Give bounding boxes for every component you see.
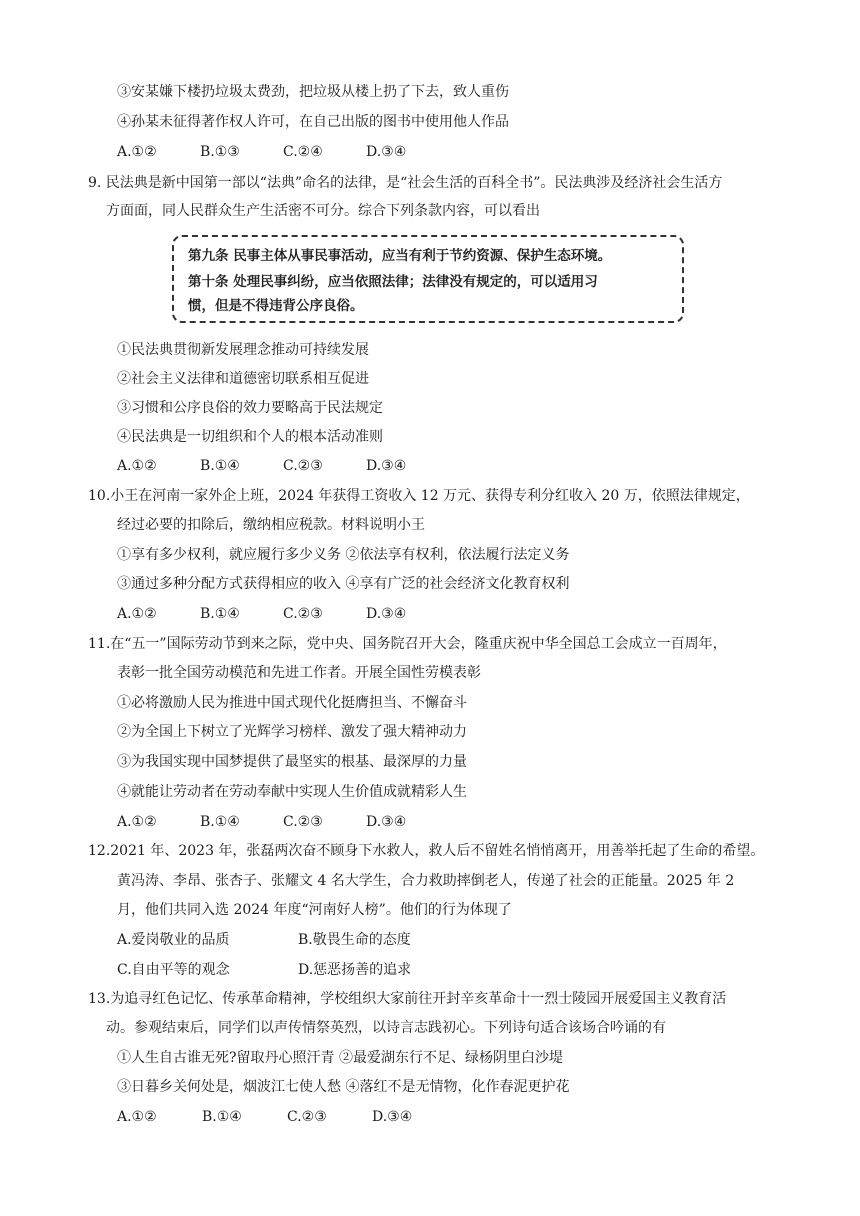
q11-option-2: ②为全国上下树立了光辉学习榜样、激发了强大精神动力 (117, 724, 467, 740)
q9-option-4: ④民法典是一切组织和个人的根本活动准则 (117, 429, 383, 445)
choice-d[interactable]: D.③④ (366, 144, 407, 160)
q10-choice-b[interactable]: B.①④ (200, 606, 240, 622)
q13-choice-a[interactable]: A.①② (117, 1109, 157, 1125)
q10-choice-a[interactable]: A.①② (117, 606, 157, 622)
q11-option-1: ①必将激励人民为推进中国式现代化挺膺担当、不懈奋斗 (117, 695, 467, 711)
q9-choice-d[interactable]: D.③④ (366, 458, 407, 474)
q10-options-3-4: ③通过多种分配方式获得相应的收入 ④享有广泛的社会经济文化教育权利 (117, 576, 570, 592)
choice-a[interactable]: A.①② (117, 144, 157, 160)
question-9-stem-line2: 方面面，同人民群众生产生活密不可分。综合下列条款内容，可以看出 (106, 203, 540, 219)
q13-choice-d[interactable]: D.③④ (372, 1109, 413, 1125)
q9-option-3: ③习惯和公序良俗的效力要略高于民法规定 (117, 400, 383, 416)
article-9-text: 第九条 民事主体从事民事活动，应当有利于节约资源、保护生态环境。 (188, 248, 612, 264)
q12-choice-d[interactable]: D.惩恶扬善的追求 (298, 962, 412, 978)
question-13-stem-line2: 动。参观结束后，同学们以声传情祭英烈，以诗言志践初心。下列诗句适合该场合吟诵的有 (106, 1020, 666, 1036)
q11-choice-c[interactable]: C.②③ (283, 814, 323, 830)
choice-c[interactable]: C.②④ (283, 144, 323, 160)
q9-option-1: ①民法典贯彻新发展理念推动可持续发展 (117, 342, 369, 358)
q11-choice-d[interactable]: D.③④ (366, 814, 407, 830)
q13-choice-c[interactable]: C.②③ (287, 1109, 327, 1125)
q9-option-2: ②社会主义法律和道德密切联系相互促进 (117, 371, 369, 387)
question-12-stem-line1: 12.2021 年、2023 年，张磊两次奋不顾身下水救人，救人后不留姓名悄悄离开，用善举托起了生命的希望。 (88, 843, 765, 859)
q12-choice-b[interactable]: B.敬畏生命的态度 (298, 932, 411, 948)
question-13-stem-line1: 13.为追寻红色记忆、传承革命精神，学校组织大家前往开封辛亥革命十一烈士陵园开展爱国主义教育活 (88, 991, 727, 1007)
q11-option-4: ④就能让劳动者在劳动奉献中实现人生价值成就精彩人生 (117, 784, 467, 800)
q13-options-1-2: ①人生自古谁无死?留取丹心照汗青 ②最爱湖东行不足、绿杨阴里白沙堤 (117, 1050, 563, 1066)
law-article-box (172, 235, 684, 323)
q11-choice-a[interactable]: A.①② (117, 814, 157, 830)
question-12-stem-line3: 月，他们共同入选 2024 年度“河南好人榜”。他们的行为体现了 (117, 902, 512, 918)
article-10-text-cont: 惯，但是不得违背公序良俗。 (188, 298, 364, 314)
q10-choice-d[interactable]: D.③④ (366, 606, 407, 622)
option-3: ③安某嫌下楼扔垃圾太费劲，把垃圾从楼上扔了下去，致人重伤 (117, 84, 509, 100)
q9-choice-a[interactable]: A.①② (117, 458, 157, 474)
option-4: ④孙某未征得著作权人许可，在自己出版的图书中使用他人作品 (117, 114, 509, 130)
q11-option-3: ③为我国实现中国梦提供了最坚实的根基、最深厚的力量 (117, 754, 467, 770)
q9-choice-c[interactable]: C.②③ (283, 458, 323, 474)
question-9-stem-line1: 9. 民法典是新中国第一部以“法典”命名的法律，是“社会生活的百科全书”。民法典涉及经济社会生活方 (88, 175, 723, 191)
question-12-stem-line2: 黄冯涛、李昂、张杏子、张耀文 4 名大学生，合力救助摔倒老人，传递了社会的正能量。2025 年 2 (117, 873, 735, 889)
q13-options-3-4: ③日暮乡关何处是，烟波江七使人愁 ④落红不是无情物，化作春泥更护花 (117, 1079, 570, 1095)
q13-choice-b[interactable]: B.①④ (202, 1109, 242, 1125)
article-10-text: 第十条 处理民事纠纷，应当依照法律；法律没有规定的，可以适用习 (188, 274, 598, 290)
question-11-stem-line2: 表彰一批全国劳动模范和先进工作者。开展全国性劳模表彰 (117, 665, 481, 681)
question-11-stem-line1: 11.在“五一”国际劳动节到来之际，党中央、国务院召开大会，隆重庆祝中华全国总工会成立一百周年， (88, 636, 727, 652)
question-10-stem-line2: 经过必要的扣除后，缴纳相应税款。材料说明小王 (117, 517, 425, 533)
choice-b[interactable]: B.①③ (200, 144, 240, 160)
q12-choice-a[interactable]: A.爱岗敬业的品质 (117, 932, 230, 948)
q12-choice-c[interactable]: C.自由平等的观念 (117, 962, 230, 978)
question-10-stem-line1: 10.小王在河南一家外企上班，2024 年获得工资收入 12 万元、获得专利分红收入 20 万，依照法律规定， (88, 488, 750, 504)
q9-choice-b[interactable]: B.①④ (200, 458, 240, 474)
q11-choice-b[interactable]: B.①④ (200, 814, 240, 830)
q10-choice-c[interactable]: C.②③ (283, 606, 323, 622)
q10-options-1-2: ①享有多少权利，就应履行多少义务 ②依法享有权利，依法履行法定义务 (117, 547, 570, 563)
